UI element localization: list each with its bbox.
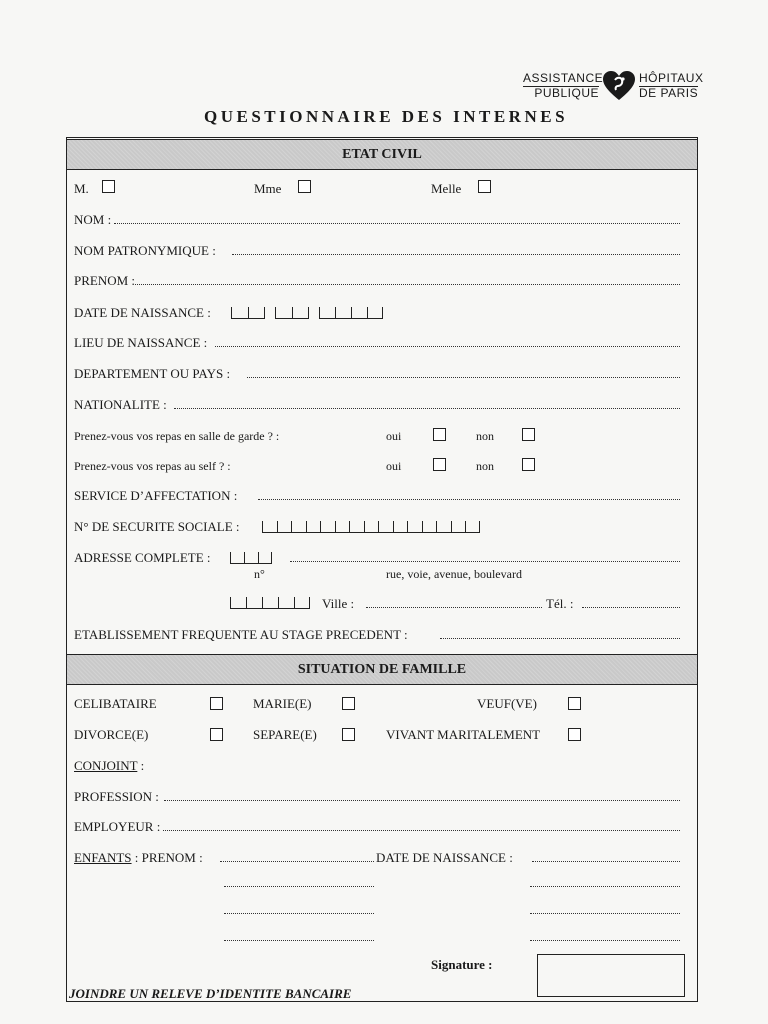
form-frame [66,137,698,1002]
label-numero: n° [254,567,265,581]
label-veuf: VEUF(VE) [477,696,537,711]
field-date-naissance[interactable] [231,307,383,319]
field-enfant-date-1[interactable] [532,861,680,862]
label-m: M. [74,181,89,196]
field-enfant-prenom-2[interactable] [224,886,374,887]
logo-text-publique: PUBLIQUE [523,86,599,100]
heart-logo-icon [602,70,636,102]
checkbox-celibataire[interactable] [210,697,223,710]
field-code-postal[interactable] [230,597,310,609]
label-ville: Ville : [322,596,355,611]
checkbox-veuf[interactable] [568,697,581,710]
label-oui-garde: oui [386,429,402,443]
checkbox-non-garde[interactable] [522,428,535,441]
field-enfant-prenom-3[interactable] [224,913,374,914]
checkbox-melle[interactable] [478,180,491,193]
field-enfant-date-3[interactable] [530,913,680,914]
label-etablissement: ETABLISSEMENT FREQUENTE AU STAGE PRECEDENT : [74,627,408,642]
field-enfant-date-2[interactable] [530,886,680,887]
label-employeur: EMPLOYEUR : [74,819,161,834]
label-oui-self: oui [386,459,402,473]
label-repas-garde: Prenez-vous vos repas en salle de garde ? : [74,429,280,443]
label-divorce: DIVORCE(E) [74,727,149,742]
field-adresse-numero[interactable] [230,552,272,564]
label-non-garde: non [476,429,494,443]
label-non-self: non [476,459,494,473]
conjoint-heading: CONJOINT [74,758,138,773]
label-separe: SEPARE(E) [253,727,317,742]
joindre-rib-note: JOINDRE UN RELEVE D’IDENTITE BANCAIRE [69,986,352,1001]
field-ville[interactable] [366,607,542,608]
label-mme: Mme [254,181,282,196]
field-adresse-rue[interactable] [290,561,680,562]
label-date-naissance: DATE DE NAISSANCE : [74,305,211,320]
label-lieu-naissance: LIEU DE NAISSANCE : [74,335,208,350]
conjoint-colon: : [137,758,145,773]
label-enfants-date: DATE DE NAISSANCE : [376,850,513,865]
field-nationalite[interactable] [174,408,680,409]
section-title-etat-civil: ETAT CIVIL [342,147,422,162]
section-header-situation-famille [67,654,697,685]
label-enfants [74,850,203,866]
field-prenom[interactable] [135,284,680,285]
field-nom[interactable] [114,223,680,224]
field-employeur[interactable] [163,830,680,831]
label-vivant-maritalement: VIVANT MARITALEMENT [386,727,541,742]
enfants-heading: ENFANTS [74,850,132,865]
section-title-situation-famille: SITUATION DE FAMILLE [297,662,467,677]
field-nom-patronymique[interactable] [232,254,680,255]
label-celibataire: CELIBATAIRE [74,696,157,711]
signature-box[interactable] [537,954,685,997]
label-departement: DEPARTEMENT OU PAYS : [74,366,231,381]
label-rue: rue, voie, avenue, boulevard [386,567,522,581]
checkbox-m[interactable] [102,180,115,193]
checkbox-marie[interactable] [342,697,355,710]
checkbox-divorce[interactable] [210,728,223,741]
checkbox-oui-garde[interactable] [433,428,446,441]
checkbox-vivant-maritalement[interactable] [568,728,581,741]
label-securite-sociale: N° DE SECURITE SOCIALE : [74,519,240,534]
aphp-logo [523,72,715,102]
field-profession[interactable] [164,800,680,801]
label-melle: Melle [431,181,462,196]
page-title: QUESTIONNAIRE DES INTERNES [204,107,569,126]
checkbox-mme[interactable] [298,180,311,193]
logo-text-hopitaux: HÔPITAUX [639,71,704,85]
field-enfant-prenom-4[interactable] [224,940,374,941]
label-signature: Signature : [431,957,493,972]
logo-text-assistance: ASSISTANCE [523,71,604,85]
field-lieu-naissance[interactable] [215,346,680,347]
label-nom: NOM : [74,212,112,227]
field-enfant-date-4[interactable] [530,940,680,941]
field-tel[interactable] [582,607,680,608]
checkbox-non-self[interactable] [522,458,535,471]
label-nationalite: NATIONALITE : [74,397,167,412]
label-repas-self: Prenez-vous vos repas au self ? : [74,459,231,473]
label-prenom: PRENOM : [74,273,136,288]
label-marie: MARIE(E) [253,696,312,711]
logo-text-de-paris: DE PARIS [639,86,699,100]
field-service[interactable] [258,499,680,500]
checkbox-oui-self[interactable] [433,458,446,471]
field-departement[interactable] [247,377,680,378]
field-etablissement[interactable] [440,638,680,639]
enfants-prenom-label: : PRENOM : [131,850,203,865]
label-nom-patronymique: NOM PATRONYMIQUE : [74,243,216,258]
section-header-etat-civil [67,139,697,170]
label-conjoint [74,758,144,774]
field-enfant-prenom-1[interactable] [220,861,374,862]
label-adresse: ADRESSE COMPLETE : [74,550,211,565]
label-profession: PROFESSION : [74,789,159,804]
field-securite-sociale[interactable] [262,521,480,533]
checkbox-separe[interactable] [342,728,355,741]
label-tel: Tél. : [546,596,574,611]
label-service: SERVICE D’AFFECTATION : [74,488,238,503]
